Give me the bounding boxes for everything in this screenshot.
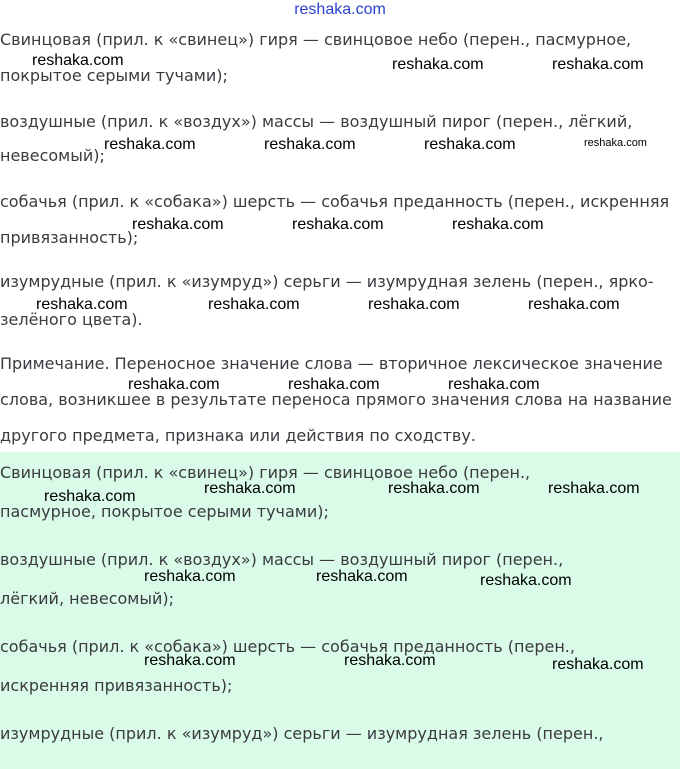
- watermark: reshaka.com: [44, 488, 136, 505]
- paragraph-line: изумрудные (прил. к «изумруд») серьги — изумрудная зелень (перен., ярко-: [0, 272, 654, 291]
- watermark: reshaka.com: [552, 56, 644, 73]
- watermark: reshaka.com: [144, 568, 236, 585]
- watermark: reshaka.com: [32, 52, 124, 69]
- watermark: reshaka.com: [144, 652, 236, 669]
- watermark: reshaka.com: [264, 136, 356, 153]
- watermark: reshaka.com: [392, 56, 484, 73]
- watermark: reshaka.com: [132, 216, 224, 233]
- paragraph-line: невесомый);: [0, 146, 105, 165]
- answer-line: искренняя привязанность);: [0, 676, 233, 695]
- watermark: reshaka.com: [448, 376, 540, 393]
- watermark: reshaka.com: [388, 480, 480, 497]
- paragraph-line: собачья (прил. к «собака») шерсть — собачья преданность (перен., искренняя: [0, 192, 670, 211]
- watermark: reshaka.com: [548, 480, 640, 497]
- watermark: reshaka.com: [424, 136, 516, 153]
- watermark: reshaka.com: [344, 652, 436, 669]
- watermark: reshaka.com: [452, 216, 544, 233]
- answer-line: пасмурное, покрытое серыми тучами);: [0, 502, 329, 521]
- watermark: reshaka.com: [552, 656, 644, 673]
- answer-line: Свинцовая (прил. к «свинец») гиря — свинцовое небо (перен.,: [0, 463, 531, 482]
- watermark: reshaka.com: [36, 296, 128, 313]
- answer-line: воздушные (прил. к «воздух») массы — воздушный пирог (перен.,: [0, 550, 564, 569]
- paragraph-line: воздушные (прил. к «воздух») массы — воздушный пирог (перен., лёгкий,: [0, 112, 633, 131]
- note-line: другого предмета, признака или действия по сходству.: [0, 426, 476, 445]
- watermark: reshaka.com: [368, 296, 460, 313]
- answer-line: лёгкий, невесомый);: [0, 589, 175, 608]
- note-line: Примечание. Переносное значение слова — вторичное лексическое значение: [0, 354, 663, 373]
- watermark: reshaka.com: [128, 376, 220, 393]
- answer-line: изумрудные (прил. к «изумруд») серьги — изумрудная зелень (перен.,: [0, 724, 604, 743]
- paragraph-line: привязанность);: [0, 228, 139, 247]
- watermark: reshaka.com: [584, 137, 647, 149]
- watermark: reshaka.com: [208, 296, 300, 313]
- watermark: reshaka.com: [204, 480, 296, 497]
- site-header-link[interactable]: reshaka.com: [294, 1, 386, 18]
- note-line: слова, возникшее в результате переноса прямого значения слова на название: [0, 390, 672, 409]
- paragraph-line: зелёного цвета).: [0, 310, 143, 329]
- watermark: reshaka.com: [316, 568, 408, 585]
- watermark: reshaka.com: [104, 136, 196, 153]
- watermark: reshaka.com: [480, 572, 572, 589]
- paragraph-line: Свинцовая (прил. к «свинец») гиря — свинцовое небо (перен., пасмурное,: [0, 30, 632, 49]
- watermark: reshaka.com: [288, 376, 380, 393]
- paragraph-line: покрытое серыми тучами);: [0, 66, 228, 85]
- answer-line: собачья (прил. к «собака») шерсть — собачья преданность (перен.,: [0, 637, 575, 656]
- watermark: reshaka.com: [528, 296, 620, 313]
- watermark: reshaka.com: [292, 216, 384, 233]
